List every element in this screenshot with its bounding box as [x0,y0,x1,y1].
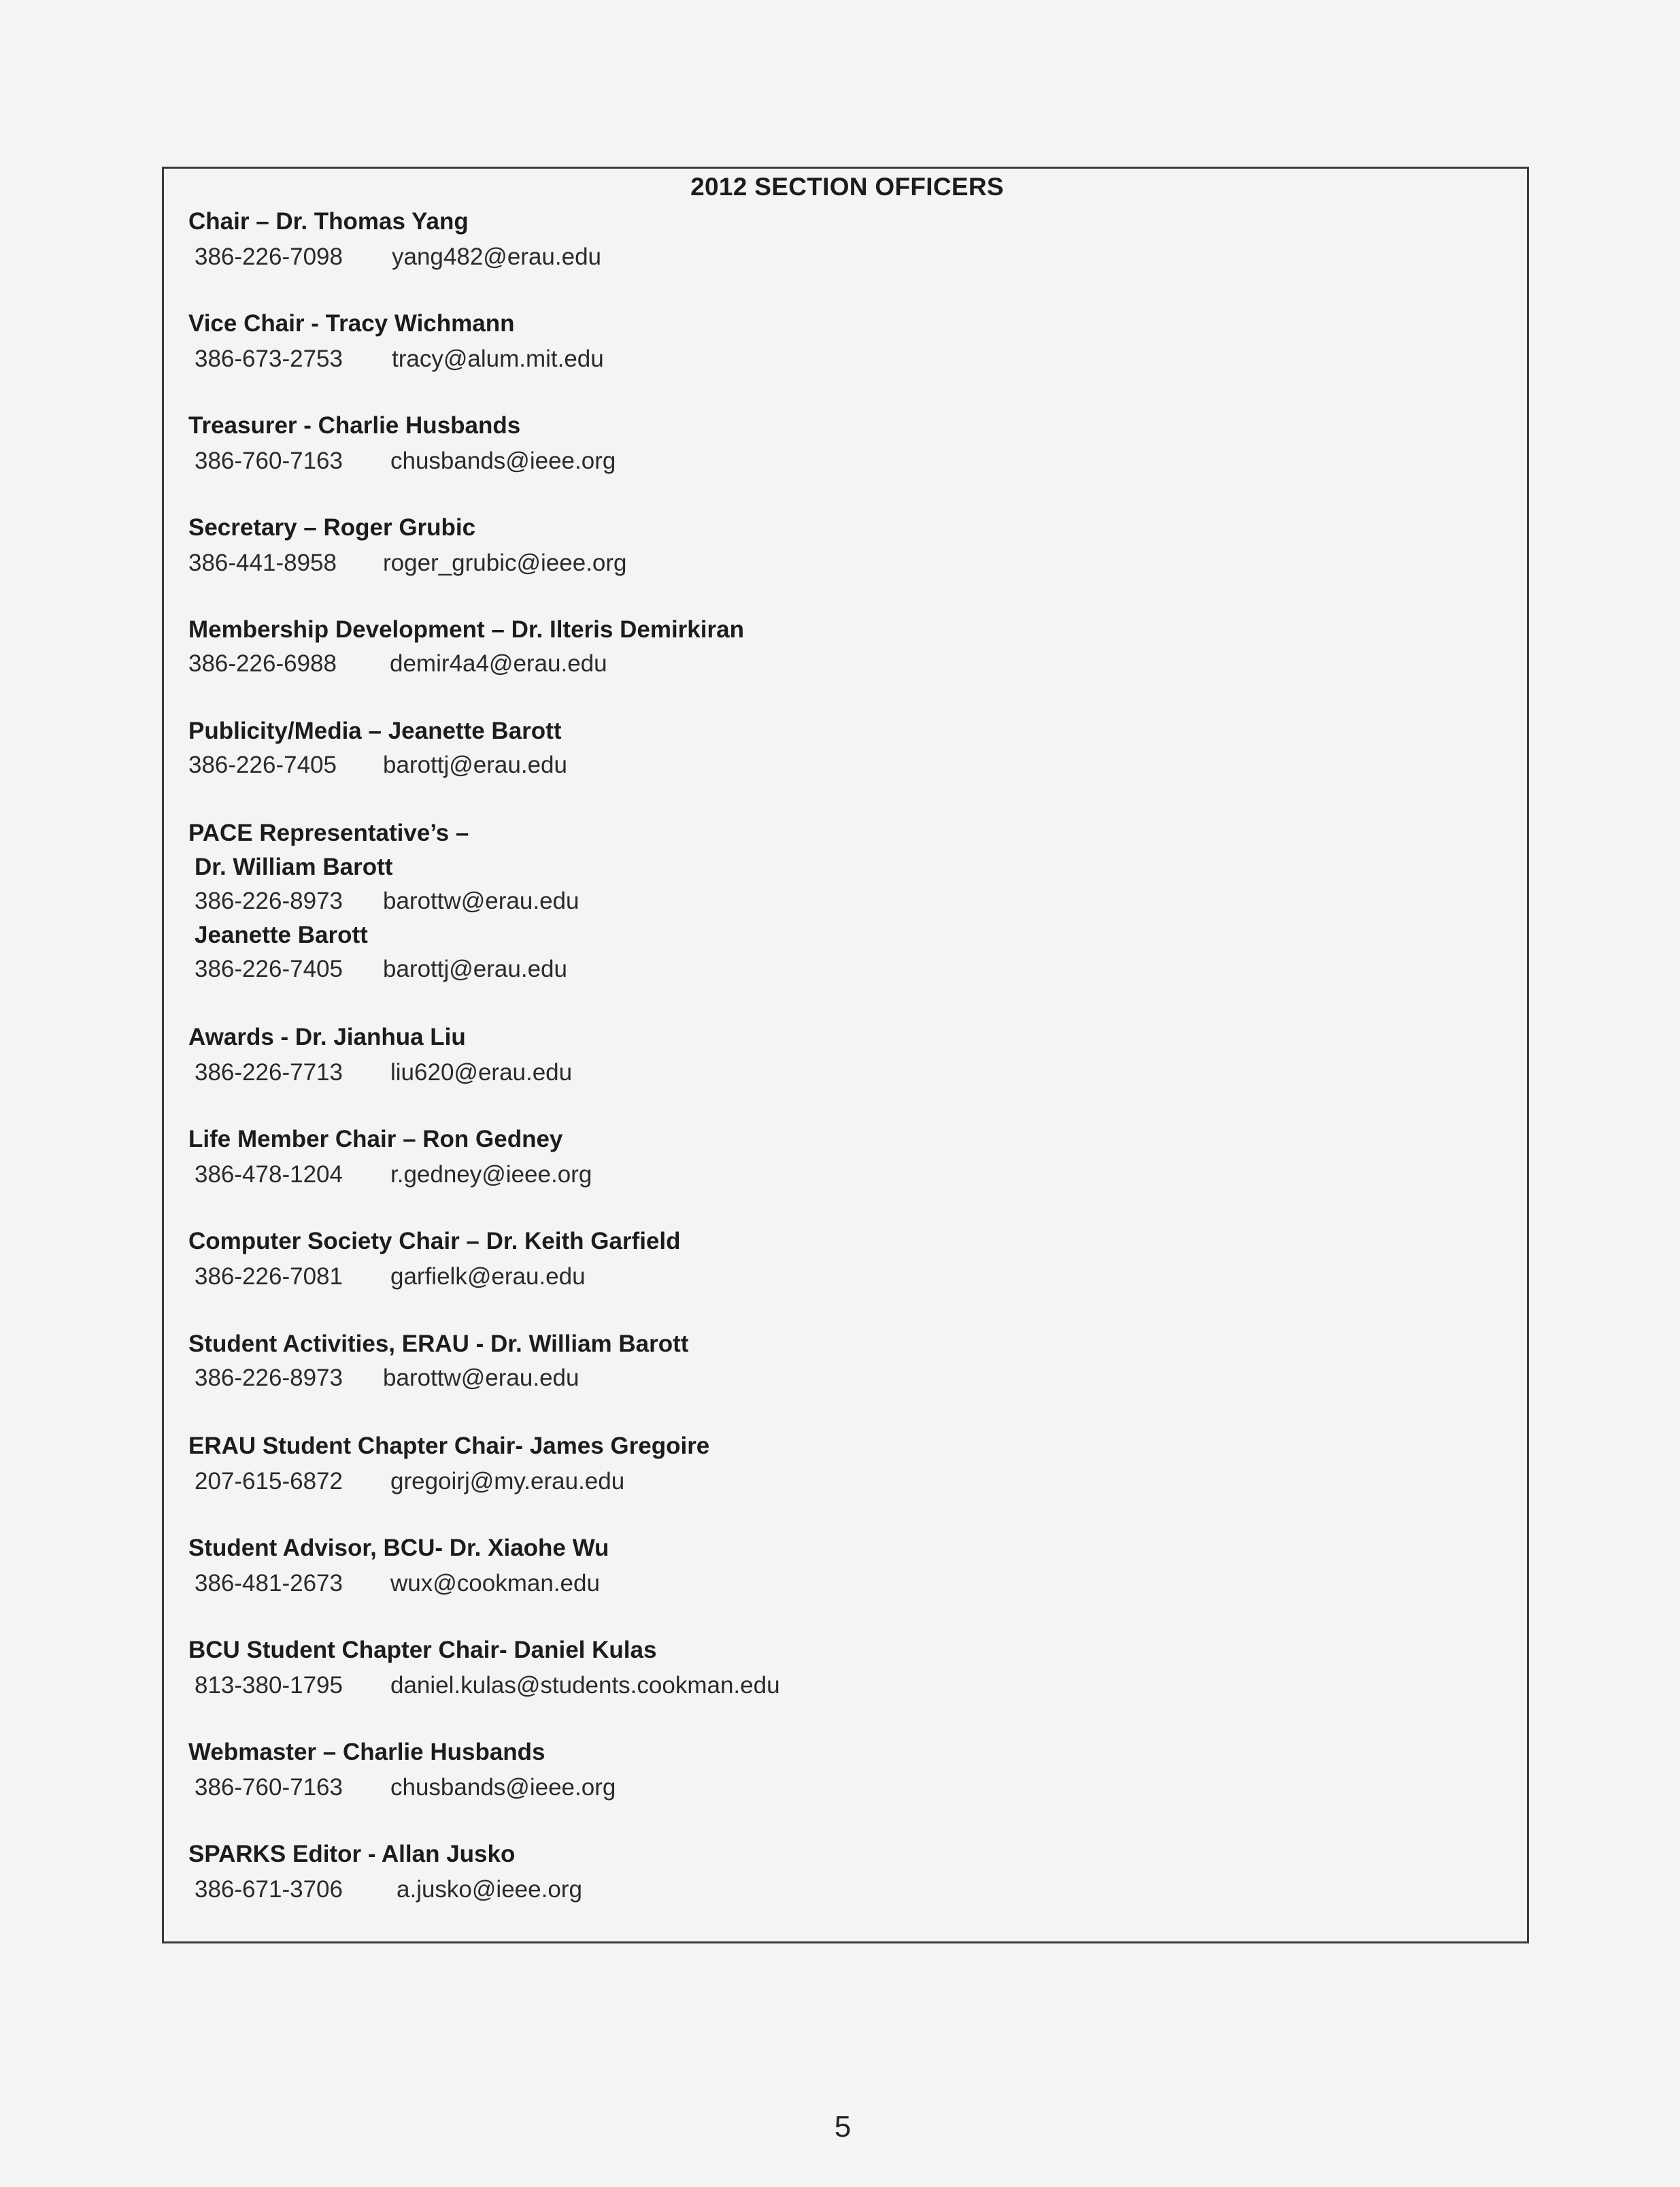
officer-phone: 386-478-1204 [195,1161,343,1188]
officer-phone: 386-226-6988 [188,650,337,677]
officer-email: tracy@alum.mit.edu [392,346,604,372]
officer-email: barottw@erau.edu [383,1365,579,1391]
officer-role: PACE Representative’s – [188,820,469,846]
page-number: 5 [834,2110,852,2143]
officer-role: Student Advisor, BCU- Dr. Xiaohe Wu [188,1535,609,1561]
officer-email: liu620@erau.edu [390,1059,573,1086]
officer-email: gregoirj@my.erau.edu [390,1468,625,1495]
officer-role: Computer Society Chair – Dr. Keith Garfield [188,1228,681,1254]
officer-phone: 386-673-2753 [195,346,343,372]
officer-role: Secretary – Roger Grubic [188,514,476,541]
officer-phone: 386-760-7163 [195,448,343,474]
officer-role: Chair – Dr. Thomas Yang [188,208,469,235]
officer-phone: 386-441-8958 [188,550,337,576]
officer-role: Webmaster – Charlie Husbands [188,1739,545,1765]
officer-phone: 813-380-1795 [195,1672,343,1699]
officer-role: Vice Chair - Tracy Wichmann [188,310,515,337]
officer-role: Membership Development – Dr. Ilteris Demirkiran [188,616,744,643]
officer-email: wux@cookman.edu [390,1570,600,1597]
pace-member-phone: 386-226-8973 [195,888,343,914]
officer-phone: 386-226-7405 [188,752,337,778]
officer-phone: 386-671-3706 [195,1876,343,1903]
officer-phone: 207-615-6872 [195,1468,343,1495]
officer-email: a.jusko@ieee.org [397,1876,582,1903]
officer-email: chusbands@ieee.org [390,448,616,474]
officer-email: roger_grubic@ieee.org [383,550,627,576]
officer-phone: 386-226-8973 [195,1365,343,1391]
pace-member-email: barottj@erau.edu [383,956,567,982]
officer-role: ERAU Student Chapter Chair- James Gregoire [188,1433,710,1459]
officer-email: chusbands@ieee.org [390,1774,616,1801]
section-title: 2012 SECTION OFFICERS [690,173,1004,201]
officer-phone: 386-481-2673 [195,1570,343,1597]
pace-member-phone: 386-226-7405 [195,956,343,982]
officer-role: Student Activities, ERAU - Dr. William Barott [188,1331,689,1357]
officer-phone: 386-226-7098 [195,244,343,270]
officer-role: BCU Student Chapter Chair- Daniel Kulas [188,1637,657,1663]
officer-email: barottj@erau.edu [383,752,567,778]
officer-phone: 386-760-7163 [195,1774,343,1801]
pace-member-name: Jeanette Barott [195,922,368,948]
officer-role: Life Member Chair – Ron Gedney [188,1126,563,1152]
officer-email: r.gedney@ieee.org [390,1161,592,1188]
officer-phone: 386-226-7713 [195,1059,343,1086]
officer-phone: 386-226-7081 [195,1263,343,1290]
officer-email: daniel.kulas@students.cookman.edu [390,1672,780,1699]
officer-role: SPARKS Editor - Allan Jusko [188,1841,516,1867]
officer-role: Publicity/Media – Jeanette Barott [188,718,562,744]
officer-role: Awards - Dr. Jianhua Liu [188,1024,466,1050]
officer-email: garfielk@erau.edu [390,1263,586,1290]
pace-member-email: barottw@erau.edu [383,888,579,914]
pace-member-name: Dr. William Barott [195,854,393,880]
section-officers-box [162,167,1529,1943]
officer-email: yang482@erau.edu [392,244,601,270]
officer-email: demir4a4@erau.edu [390,650,607,677]
officer-role: Treasurer - Charlie Husbands [188,412,521,439]
